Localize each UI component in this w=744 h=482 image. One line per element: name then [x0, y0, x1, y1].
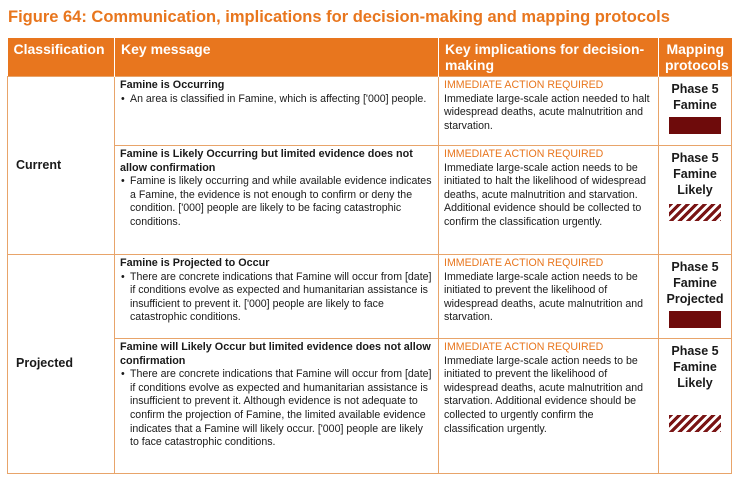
phase-label: Phase 5 Famine Likely: [671, 344, 719, 390]
mapping-cell: [659, 77, 732, 146]
mapping-cell: [659, 146, 732, 255]
implications-cell: [439, 339, 659, 474]
famine-hatched-swatch: [669, 204, 721, 221]
action-required-label: IMMEDIATE ACTION REQUIRED: [444, 341, 604, 353]
key-message-body: An area is classified in Famine, which is affecting ['000] people.: [130, 92, 427, 105]
header-classification: Classification: [8, 38, 115, 77]
implications-cell: [439, 146, 659, 255]
key-message-body: There are concrete indications that Famine will occur from [date] if conditions evolve as expected and humanitarian assistance is insufficient to prevent it. ['000] people are likely to face catastrophic conditions.: [130, 270, 432, 324]
key-message-heading: Famine is Occurring: [120, 79, 225, 91]
table-header-row: [8, 38, 732, 77]
bullet-icon: •: [121, 270, 125, 283]
table-row: [8, 146, 732, 255]
implications-cell: [439, 77, 659, 146]
classification-projected: Projected: [8, 255, 115, 474]
header-implications: Key implications for decision- making: [439, 38, 659, 77]
key-message-cell: [115, 339, 439, 474]
phase-label: Phase 5 Famine Projected: [666, 260, 724, 306]
key-message-heading: Famine is Likely Occurring but limited evidence does not allow confirmation: [120, 148, 413, 174]
header-key-message: Key message: [115, 38, 439, 77]
key-message-body: Famine is likely occurring and while available evidence indicates a Famine, the evidence is not enough to confirm or deny the condition. ['000] people are likely to be facing catastrophic conditions.: [130, 175, 432, 228]
action-required-label: IMMEDIATE ACTION REQUIRED: [444, 257, 604, 269]
table-row: [8, 77, 732, 146]
implications-cell: [439, 255, 659, 339]
implication-text: Immediate large-scale action needs to be initiated to prevent the likelihood of widespread deaths, acute malnutrition and starvation.: [444, 270, 644, 324]
table-row: [8, 339, 732, 474]
famine-hatched-swatch: [669, 415, 721, 432]
famine-solid-swatch: [669, 117, 721, 134]
bullet-icon: •: [121, 92, 125, 105]
key-message-cell: [115, 146, 439, 255]
implication-text: Immediate large-scale action needs to be initiated to halt the likelihood of widespread deaths, acute malnutrition and starvation. Additional evidence should be collected to confirm the classification urgently.: [444, 161, 647, 228]
bullet-icon: •: [121, 175, 125, 188]
key-message-cell: [115, 255, 439, 339]
key-message-heading: Famine is Projected to Occur: [120, 257, 270, 269]
key-message-heading: Famine will Likely Occur but limited evidence does not allow confirmation: [120, 341, 431, 367]
table-row: [8, 255, 732, 339]
action-required-label: IMMEDIATE ACTION REQUIRED: [444, 148, 604, 160]
key-message-cell: [115, 77, 439, 146]
phase-label: Phase 5 Famine: [671, 82, 719, 112]
bullet-icon: •: [121, 368, 125, 381]
famine-solid-swatch: [669, 311, 721, 328]
key-message-body: There are concrete indications that Famine will occur from [date] if conditions evolve as expected and humanitarian assistance is insufficient to prevent it. Although evidence is not adequate to confirm the projection of Famine, the limited available evidence indicates that a Famine will likely occur. ['000] people are likely to face catastrophic conditions.: [130, 368, 432, 449]
action-required-label: IMMEDIATE ACTION REQUIRED: [444, 79, 604, 91]
header-mapping: Mapping protocols: [659, 38, 732, 77]
mapping-cell: [659, 339, 732, 474]
classification-current: Current: [8, 77, 115, 255]
implication-text: Immediate large-scale action needs to be initiated to prevent the likelihood of widespread deaths, acute malnutrition and starvation. Additional evidence should be collected to urgently confirm the classification urgently.: [444, 354, 644, 435]
implication-text: Immediate large-scale action needed to halt widespread deaths, acute malnutrition and starvation.: [444, 92, 650, 132]
phase-label: Phase 5 Famine Likely: [671, 151, 719, 197]
figure-title: Figure 64: Communication, implications for decision-making and mapping protocols: [8, 8, 670, 26]
mapping-cell: [659, 255, 732, 339]
protocols-table: [7, 38, 732, 474]
